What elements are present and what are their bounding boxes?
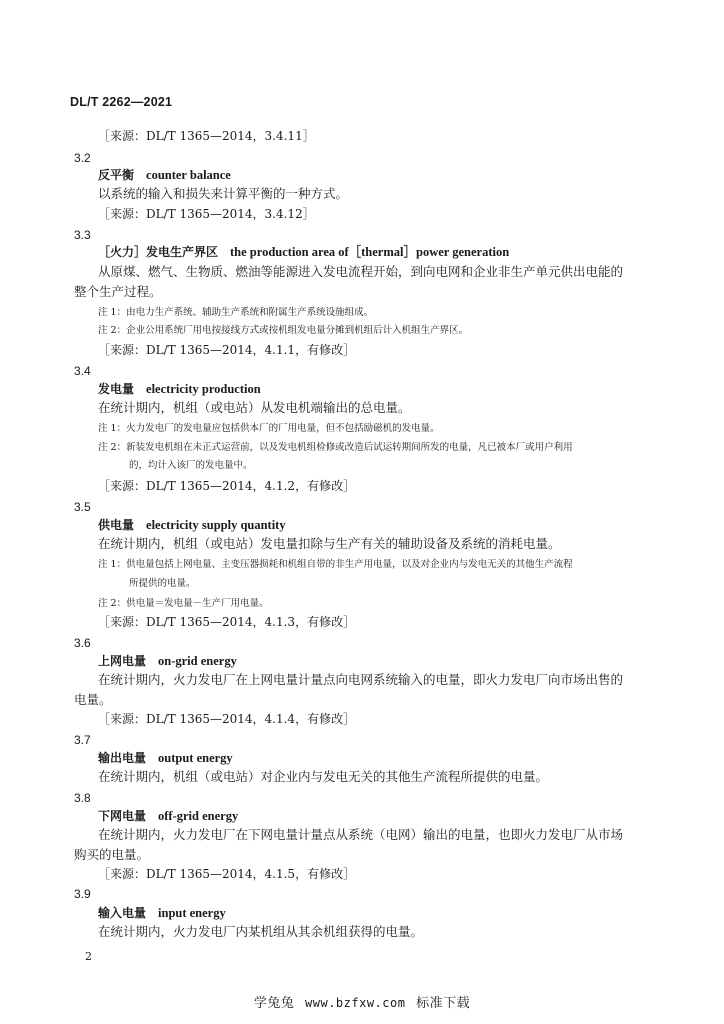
section-number: 3.9 bbox=[74, 887, 91, 901]
term-zh: 发电量 bbox=[98, 382, 135, 396]
section-number: 3.7 bbox=[74, 733, 91, 747]
footer-tagline: 标准下载 bbox=[416, 996, 471, 1011]
term-zh: 反平衡 bbox=[98, 168, 135, 182]
term-en: counter balance bbox=[146, 168, 231, 182]
note-text: 注 1：火力发电厂的发电量应包括供本厂的厂用电量，但不包括励磁机的发电量。 bbox=[98, 423, 440, 434]
source-citation: ［来源：DL/T 1365—2014，3.4.12］ bbox=[98, 207, 315, 221]
section-number: 3.3 bbox=[74, 228, 91, 242]
term-en: input energy bbox=[158, 906, 226, 920]
definition-text: 电量。 bbox=[74, 692, 112, 707]
term-heading bbox=[98, 167, 231, 183]
term-en: on-grid energy bbox=[158, 654, 237, 668]
term-zh: 上网电量 bbox=[98, 654, 147, 668]
definition-text: 以系统的输入和损失来计算平衡的一种方式。 bbox=[98, 186, 349, 201]
definition-text: 在统计期内，机组（或电站）从发电机端输出的总电量。 bbox=[98, 400, 411, 415]
term-en: off-grid energy bbox=[158, 809, 239, 823]
term-zh: ［火力］发电生产界区 bbox=[98, 245, 219, 259]
section-number: 3.4 bbox=[74, 364, 91, 378]
term-zh: 下网电量 bbox=[98, 809, 147, 823]
definition-text: 在统计期内，机组（或电站）对企业内与发电无关的其他生产流程所提供的电量。 bbox=[98, 769, 549, 784]
term-zh: 输入电量 bbox=[98, 906, 147, 920]
source-citation: ［来源：DL/T 1365—2014，4.1.1，有修改］ bbox=[98, 343, 356, 357]
source-citation: ［来源：DL/T 1365—2014，4.1.4，有修改］ bbox=[98, 712, 356, 726]
term-heading bbox=[98, 905, 226, 921]
term-heading bbox=[98, 808, 238, 824]
note-text: 所提供的电量。 bbox=[129, 578, 196, 589]
definition-text: 购买的电量。 bbox=[74, 847, 150, 862]
term-zh: 输出电量 bbox=[98, 751, 147, 765]
page-number: 2 bbox=[85, 950, 92, 963]
note-text: 注 2：供电量＝发电量－生产厂用电量。 bbox=[98, 598, 269, 609]
definition-text: 整个生产过程。 bbox=[74, 284, 162, 299]
term-zh: 供电量 bbox=[98, 518, 135, 532]
definition-text: 在统计期内，机组（或电站）发电量扣除与生产有关的辅助设备及系统的消耗电量。 bbox=[98, 536, 561, 551]
note-text: 注 1：供电量包括上网电量、主变压器损耗和机组自带的非生产用电量，以及对企业内与发电无关的其他生产流程 bbox=[98, 559, 573, 570]
term-heading bbox=[98, 653, 237, 669]
source-citation: ［来源：DL/T 1365—2014，4.1.3，有修改］ bbox=[98, 615, 356, 629]
term-en: electricity production bbox=[146, 382, 261, 396]
definition-text: 从原煤、燃气、生物质、燃油等能源进入发电流程开始，到向电网和企业非生产单元供出电能的 bbox=[98, 264, 624, 279]
footer-site-name: 学兔兔 bbox=[253, 996, 295, 1011]
footer-watermark bbox=[0, 992, 724, 1011]
note-text: 的，均计入该厂的发电量中。 bbox=[129, 460, 253, 471]
term-heading bbox=[98, 517, 286, 533]
source-citation: ［来源：DL/T 1365—2014，4.1.5，有修改］ bbox=[98, 867, 356, 881]
footer-url[interactable]: www.bzfxw.com bbox=[305, 996, 406, 1010]
definition-text: 在统计期内，火力发电厂内某机组从其余机组获得的电量。 bbox=[98, 924, 424, 939]
term-heading bbox=[98, 244, 509, 260]
section-number: 3.5 bbox=[74, 500, 91, 514]
section-number: 3.6 bbox=[74, 636, 91, 650]
document-code-header: DL/T 2262—2021 bbox=[70, 95, 173, 109]
section-number: 3.8 bbox=[74, 791, 91, 805]
definition-text: 在统计期内，火力发电厂在下网电量计量点从系统（电网）输出的电量，也即火力发电厂从市场 bbox=[98, 827, 624, 842]
section-number: 3.2 bbox=[74, 151, 91, 165]
term-heading bbox=[98, 381, 261, 397]
term-en: electricity supply quantity bbox=[146, 518, 286, 532]
term-heading bbox=[98, 750, 233, 766]
note-text: 注 2：新装发电机组在未正式运营前，以及发电机组检修或改造后试运转期间所发的电量，凡已被本厂或用户利用 bbox=[98, 442, 573, 453]
note-text: 注 1：由电力生产系统、辅助生产系统和附属生产系统设施组成。 bbox=[98, 307, 374, 318]
term-en: output energy bbox=[158, 751, 233, 765]
term-en: the production area of［thermal］power generation bbox=[230, 245, 510, 259]
note-text: 注 2：企业公用系统厂用电按接线方式或按机组发电量分摊到机组后计入机组生产界区。 bbox=[98, 325, 469, 336]
source-citation: ［来源：DL/T 1365—2014，3.4.11］ bbox=[98, 129, 315, 143]
definition-text: 在统计期内，火力发电厂在上网电量计量点向电网系统输入的电量，即火力发电厂向市场出售的 bbox=[98, 672, 624, 687]
source-citation: ［来源：DL/T 1365—2014，4.1.2，有修改］ bbox=[98, 479, 356, 493]
